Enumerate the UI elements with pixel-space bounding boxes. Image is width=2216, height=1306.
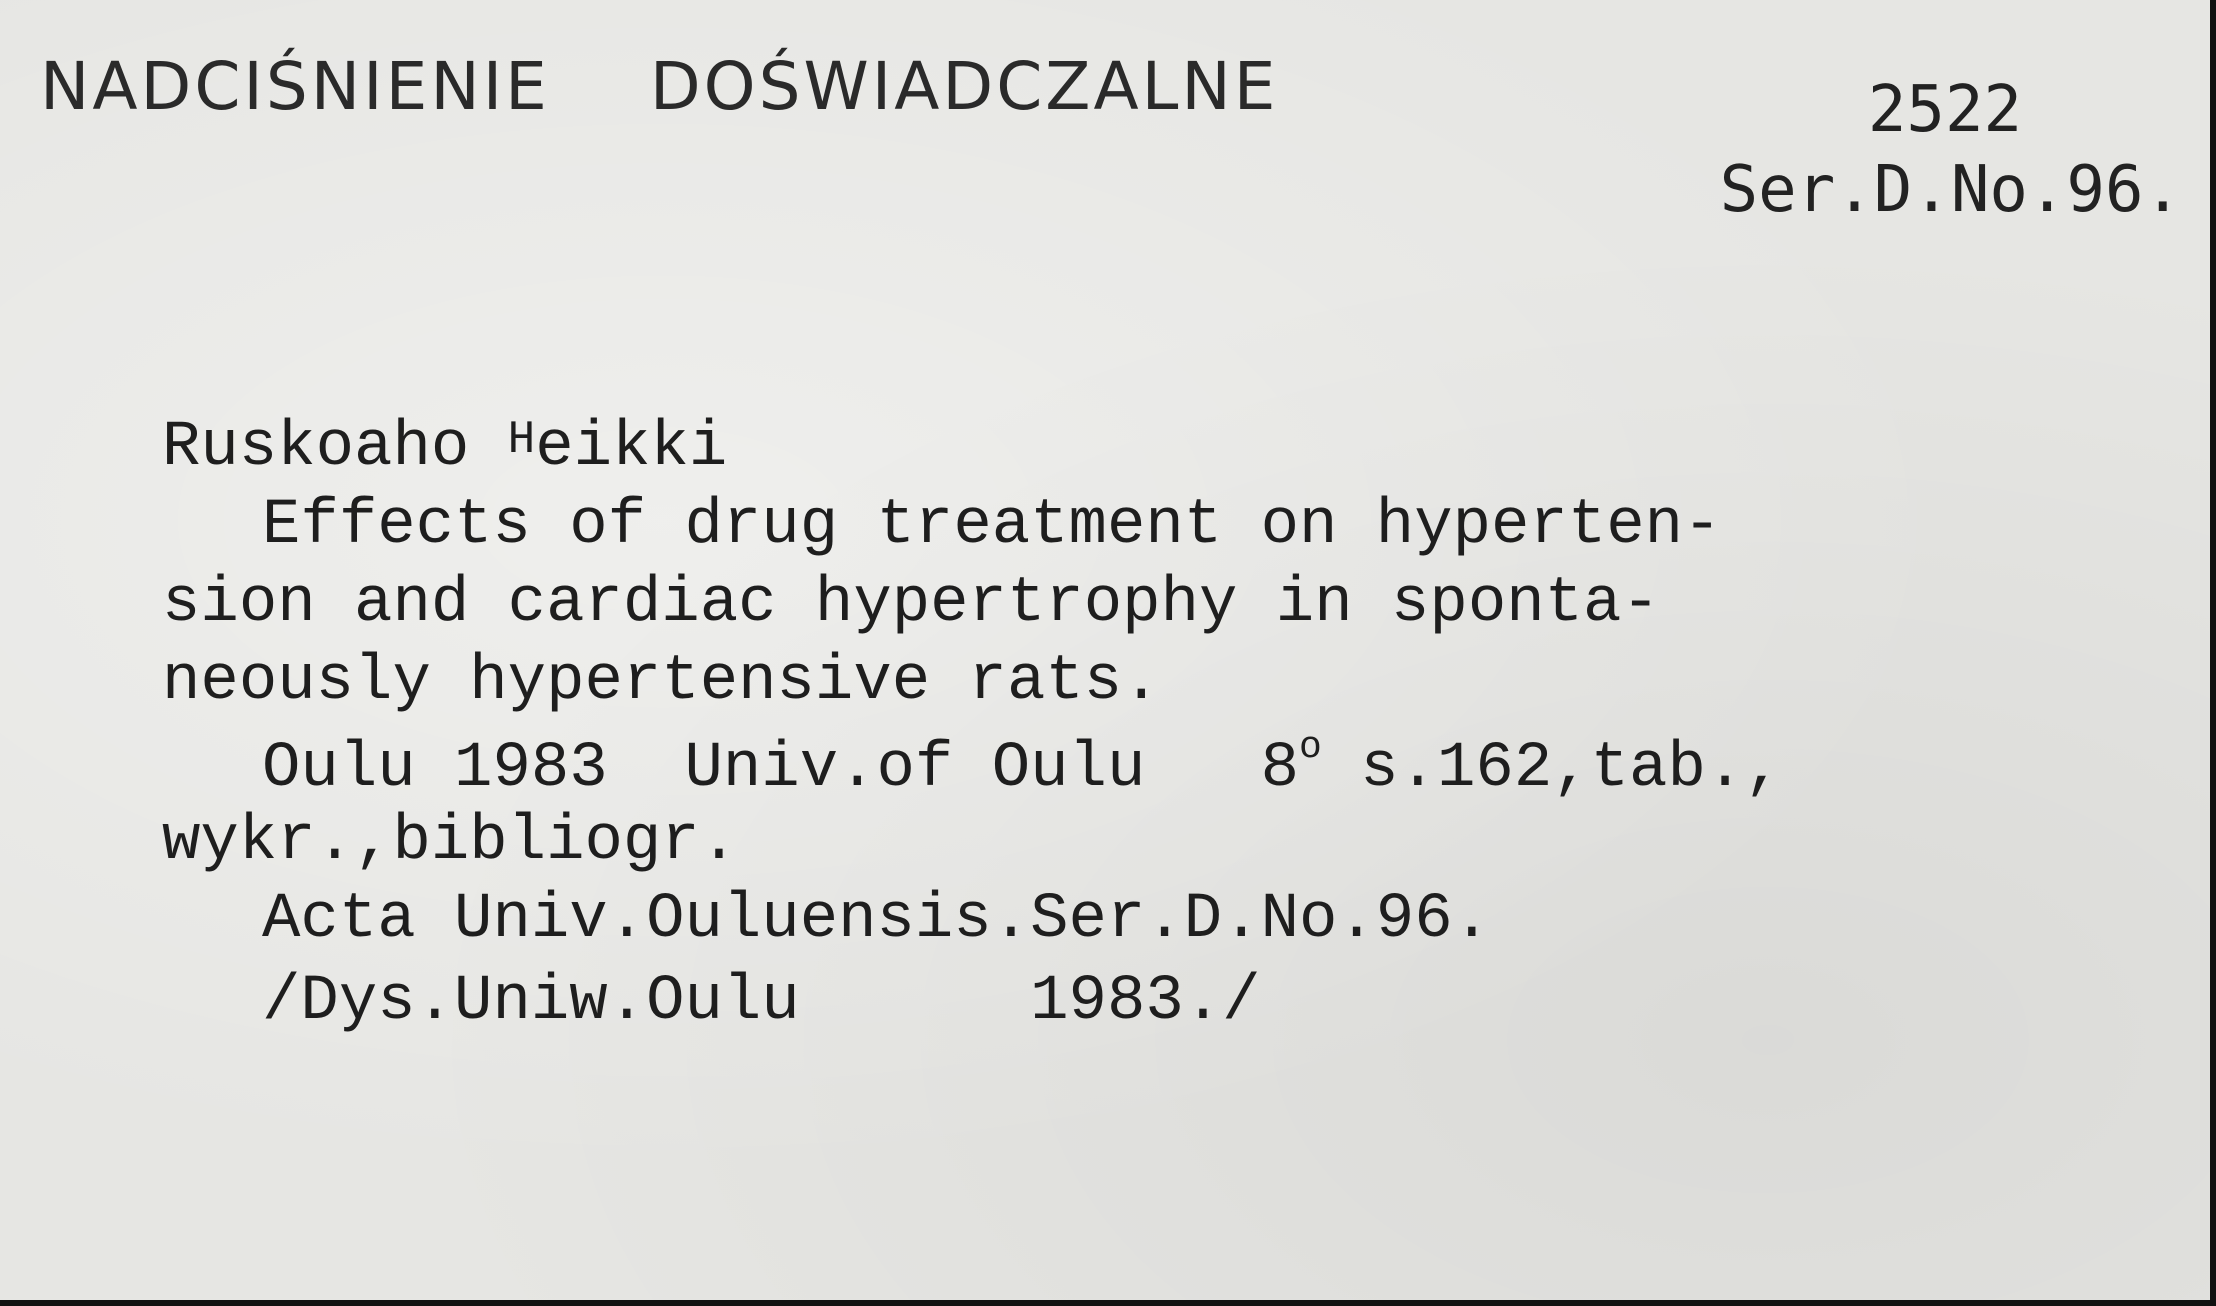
author-line — [162, 412, 727, 484]
thesis-note-place: /Dys.Uniw.Oulu — [262, 966, 800, 1038]
format — [1260, 726, 1322, 805]
title-line-2: sion and cardiac hypertrophy in sponta- — [162, 568, 1660, 640]
author-given-rest: eikki — [535, 412, 728, 484]
call-number — [1720, 70, 2182, 230]
subject-heading — [40, 48, 1279, 125]
thesis-note — [262, 966, 1261, 1038]
call-number-series: Ser.D.No.96. — [1719, 153, 2182, 227]
call-number-value: 2522 — [1867, 73, 2022, 147]
imprint-line — [262, 726, 1783, 805]
title-line-1: Effects of drug treatment on hyperten- — [262, 490, 1722, 562]
format-degree: o — [1298, 726, 1322, 769]
subject-heading-word2: DOŚWIADCZALNE — [649, 48, 1279, 125]
imprint-place-year: Oulu 1983 — [262, 733, 608, 805]
illustrations-line: wykr.,bibliogr. — [162, 806, 739, 878]
subject-heading-word1: NADCIŚNIENIE — [40, 48, 550, 125]
format-number: 8 — [1260, 733, 1299, 805]
thesis-note-year: 1983./ — [1030, 966, 1261, 1038]
author-surname: Ruskoaho — [162, 412, 470, 484]
title-line-3: neously hypertensive rats. — [162, 646, 1161, 718]
author-given-initial: H — [507, 414, 536, 466]
imprint-publisher: Univ.of Oulu — [684, 733, 1146, 805]
pagination: s.162,tab., — [1360, 733, 1783, 805]
series-note: Acta Univ.Ouluensis.Ser.D.No.96. — [262, 884, 1491, 956]
